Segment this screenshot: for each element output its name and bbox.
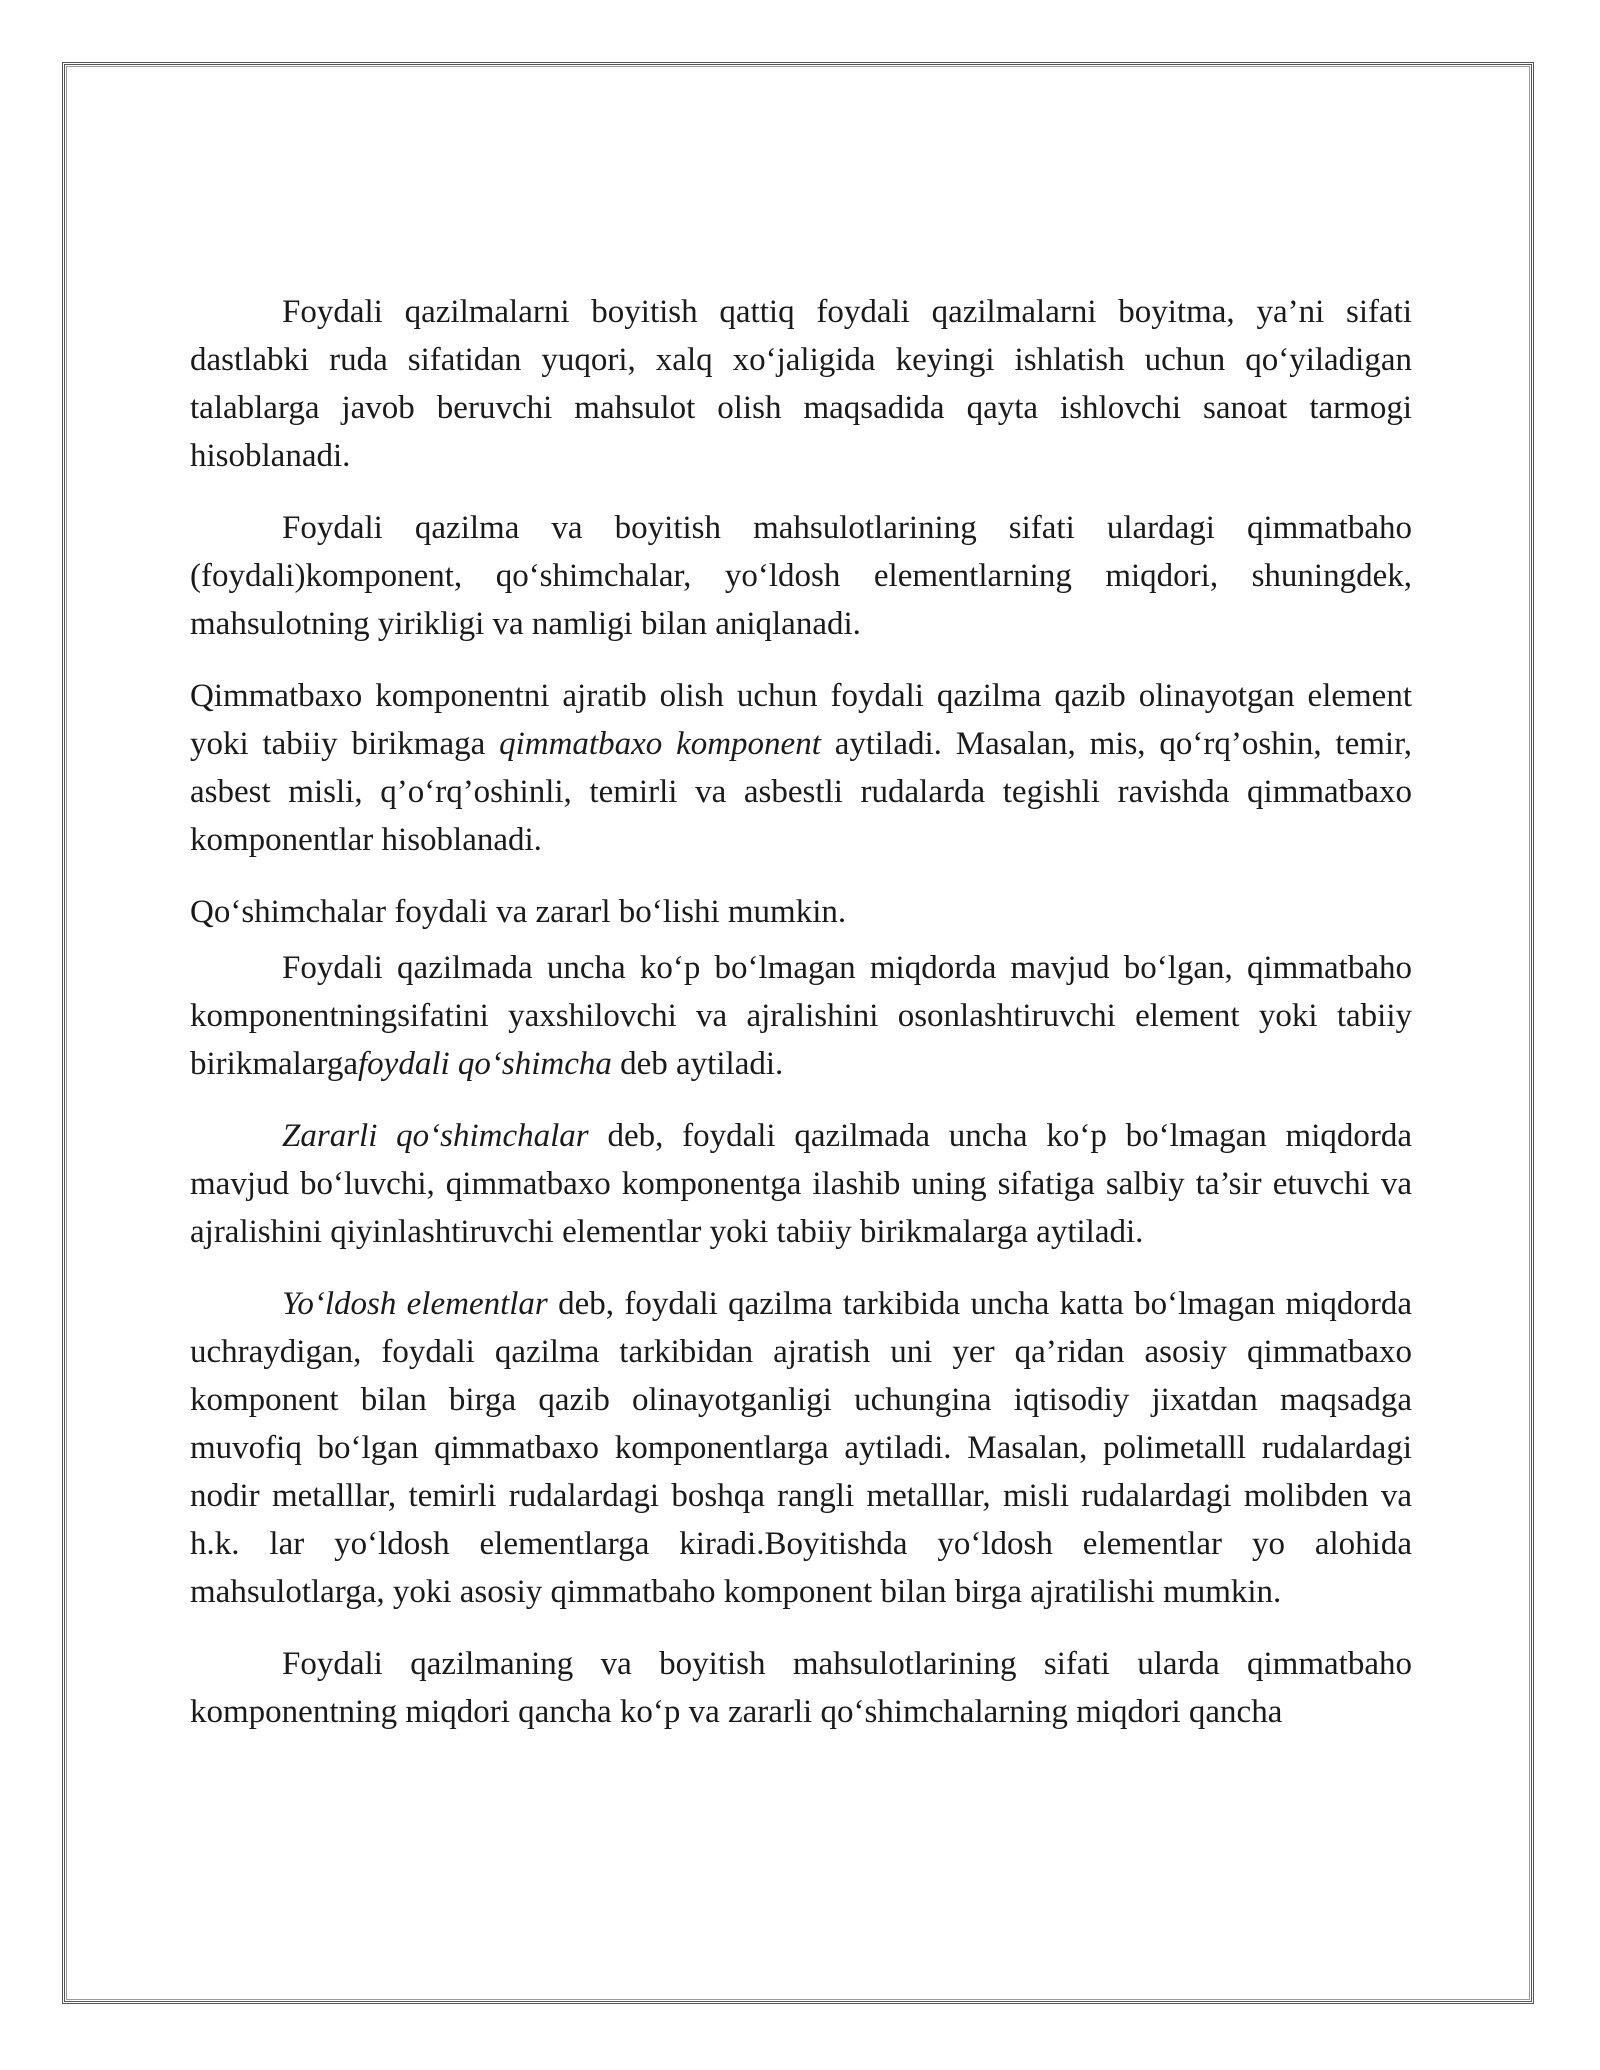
term-qimmatbaxo-komponent: qimmatbaxo komponent xyxy=(499,726,821,762)
paragraph-6 xyxy=(190,1112,1412,1256)
paragraph-3-text-before: Qimmatbaxo komponentni ajratib olish uchun foydali qazilma qazib olinayotgan element yoki tabiiy birikmaga xyxy=(190,678,1412,762)
paragraph-6-text-after: deb, foydali qazilmada uncha ko‘p bo‘lmagan miqdorda mavjud bo‘luvchi, qimmatbaxo komponentga ilashib uning sifatiga salbiy ta’sir etuvchi va ajralishini qiyinlashtiruvchi elementlar yoki tabiiy birikmalarga aytiladi. xyxy=(190,1118,1412,1250)
paragraph-5-text-after: deb aytiladi. xyxy=(611,1046,784,1082)
term-zararli-qoshimchalar: Zararli qo‘shimchalar xyxy=(282,1118,589,1154)
paragraph-1: Foydali qazilmalarni boyitish qattiq foydali qazilmalarni boyitma, ya’ni sifati dastlabki ruda sifatidan yuqori, xalq xo‘jaligida keyingi ishlatish uchun qo‘yiladigan talablarga javob beruvchi mahsulot olish maqsadida qayta ishlovchi sanoat tarmogi hisoblanadi. xyxy=(190,294,1412,474)
paragraph-7 xyxy=(190,1280,1412,1616)
term-yoldosh-elementlar: Yo‘ldosh elementlar xyxy=(282,1286,548,1322)
paragraph-2: Foydali qazilma va boyitish mahsulotlarining sifati ulardagi qimmatbaho (foydali)komponent, qo‘shimchalar, yo‘ldosh elementlarning miqdori, shuningdek, mahsulotning yirikligi va namligi bilan aniqlanadi. xyxy=(190,510,1412,642)
document-body xyxy=(190,288,1412,1760)
paragraph-3-text-after: aytiladi. Masalan, mis, qo‘rq’oshin, temir, asbest misli, q’o‘rq’oshinli, temirli va asbestli rudalarda tegishli ravishda qimmatbaxo komponentlar hisoblanadi. xyxy=(190,726,1412,858)
paragraph-5 xyxy=(190,944,1412,1088)
paragraph-7-text-after: deb, foydali qazilma tarkibida uncha katta bo‘lmagan miqdorda uchraydigan, foydali qazilma tarkibidan ajratish uni yer qa’ridan asosiy qimmatbaxo komponent bilan birga qazib olinayotganligi uchungina iqtisodiy jixatdan maqsadga muvofiq bo‘lgan qimmatbaxo komponentlarga aytiladi. Masalan, polimetalll rudalardagi nodir metalllar, temirli rudalardagi boshqa rangli metalllar, misli rudalardagi molibden va h.k. lar yo‘ldosh elementlarga kiradi.Boyitishda yo‘ldosh elementlar yo alohida mahsulotlarga, yoki asosiy qimmatbaho komponent bilan birga ajratilishi mumkin. xyxy=(190,1286,1413,1610)
term-foydali-qoshimcha: foydali qo‘shimcha xyxy=(358,1046,612,1082)
paragraph-3 xyxy=(190,672,1412,864)
paragraph-4: Qo‘shimchalar foydali va zararl bo‘lishi mumkin. xyxy=(190,894,847,930)
paragraph-5-text-before: Foydali qazilmada uncha ko‘p bo‘lmagan miqdorda mavjud bo‘lgan, qimmatbaho komponentningsifatini yaxshilovchi va ajralishini osonlashtiruvchi element yoki tabiiy birikmalarga xyxy=(190,950,1412,1082)
paragraph-8: Foydali qazilmaning va boyitish mahsulotlarining sifati ularda qimmatbaho komponentning miqdori qancha ko‘p va zararli qo‘shimchalarning miqdori qancha xyxy=(190,1646,1412,1730)
